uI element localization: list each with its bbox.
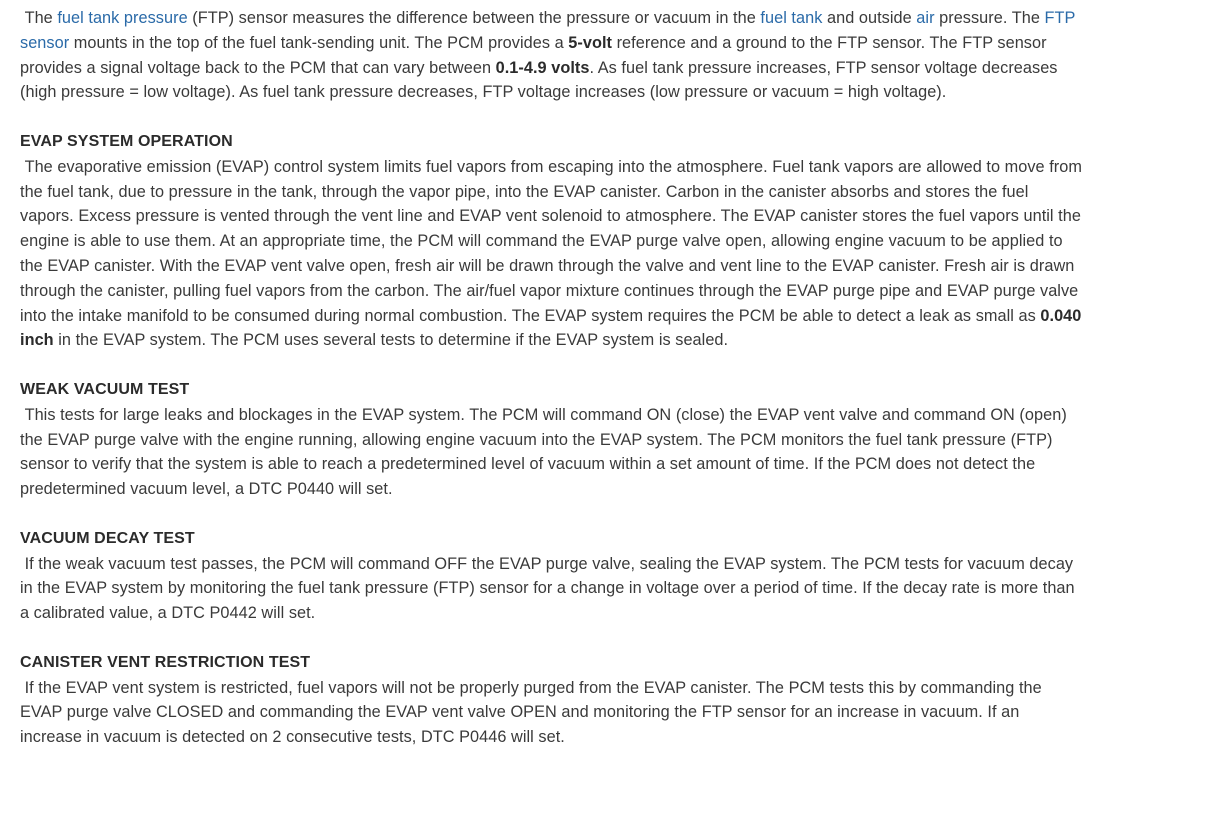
ftp-sensor-paragraph bbox=[20, 6, 1082, 105]
text-run: mounts in the top of the fuel tank-sending unit. The PCM provides a bbox=[69, 33, 569, 52]
text-run: The evaporative emission (EVAP) control system limits fuel vapors from escaping into the atmosphere. Fuel tank vapors are allowed to move from the fuel tank, due to pressure in the tank, through the vapor pipe, into the EVAP canister. Carbon in the canister absorbs and stores the fuel vapors. Excess pressure is vented through the vent line and EVAP vent solenoid to atmosphere. The EVAP canister stores the fuel vapors until the engine is able to use them. At an appropriate time, the PCM will command the EVAP purge valve open, allowing engine vacuum to be applied to the EVAP canister. With the EVAP vent valve open, fresh air will be drawn through the valve and vent line to the EVAP canister. Fresh air is drawn through the canister, pulling fuel vapors from the carbon. The air/fuel vapor mixture continues through the EVAP purge pipe and EVAP purge valve into the intake manifold to be consumed during normal combustion. The EVAP system requires the PCM be able to detect a leak as small as bbox=[20, 157, 1082, 325]
fuel-tank-link[interactable]: fuel tank bbox=[760, 9, 823, 27]
article-body bbox=[20, 6, 1082, 750]
weak-vacuum-test-paragraph bbox=[20, 403, 1082, 502]
paragraph-gap bbox=[20, 626, 1082, 651]
paragraph-gap bbox=[20, 502, 1082, 527]
text-run: pressure. The bbox=[934, 9, 1045, 27]
weak-vacuum-test-heading: WEAK VACUUM TEST bbox=[20, 380, 190, 398]
air-link[interactable]: air bbox=[916, 9, 935, 27]
ftp-sensor-link[interactable]: FTP sensor bbox=[20, 9, 1076, 52]
leak-size-value: 0.040 inch bbox=[20, 306, 1082, 350]
text-run: . As fuel tank pressure increases, FTP sensor voltage decreases (high pressure = low voltage). As fuel tank pressure decreases, FTP voltage increases (low pressure or vacuum = high voltage). bbox=[20, 58, 1058, 102]
vacuum-decay-test-heading: VACUUM DECAY TEST bbox=[20, 529, 195, 547]
canister-vent-restriction-test-paragraph bbox=[20, 676, 1082, 750]
text-run: The bbox=[24, 9, 58, 27]
paragraph-gap bbox=[20, 105, 1082, 130]
text-run: reference and a ground to the FTP sensor. The FTP sensor provides a signal voltage back to the PCM that can vary between bbox=[20, 33, 1047, 77]
text-run: This tests for large leaks and blockages in the EVAP system. The PCM will command ON (close) the EVAP vent valve and command ON (open) the EVAP purge valve with the engine running, allowing engine vacuum into the EVAP system. The PCM monitors the fuel tank pressure (FTP) sensor to verify that the system is able to reach a predetermined level of vacuum within a set amount of time. If the PCM does not detect the predetermined vacuum level, a DTC P0440 will set. bbox=[20, 405, 1067, 499]
text-run: (FTP) sensor measures the difference between the pressure or vacuum in the bbox=[187, 9, 761, 27]
text-run: If the weak vacuum test passes, the PCM will command OFF the EVAP purge valve, sealing the EVAP system. The PCM tests for vacuum decay in the EVAP system by monitoring the fuel tank pressure (FTP) sensor for a change in voltage over a period of time. If the decay rate is more than a calibrated value, a DTC P0442 will set. bbox=[20, 554, 1075, 623]
evap-operation-paragraph bbox=[20, 155, 1082, 353]
reference-voltage-value: 5-volt bbox=[568, 33, 613, 52]
fuel-tank-pressure-link[interactable]: fuel tank pressure bbox=[57, 9, 188, 27]
signal-voltage-range-value: 0.1-4.9 volts bbox=[495, 58, 590, 77]
text-run: If the EVAP vent system is restricted, fuel vapors will not be properly purged from the EVAP canister. The PCM tests this by commanding the EVAP purge valve CLOSED and commanding the EVAP vent valve OPEN and monitoring the FTP sensor for an increase in vacuum. If an increase in vacuum is detected on 2 consecutive tests, DTC P0446 will set. bbox=[20, 678, 1042, 747]
text-run: and outside bbox=[822, 9, 917, 27]
evap-operation-heading: EVAP SYSTEM OPERATION bbox=[20, 132, 233, 150]
paragraph-gap bbox=[20, 353, 1082, 378]
text-run: in the EVAP system. The PCM uses several tests to determine if the EVAP system is sealed. bbox=[53, 331, 729, 350]
vacuum-decay-test-paragraph bbox=[20, 552, 1082, 626]
canister-vent-restriction-test-heading: CANISTER VENT RESTRICTION TEST bbox=[20, 653, 311, 671]
